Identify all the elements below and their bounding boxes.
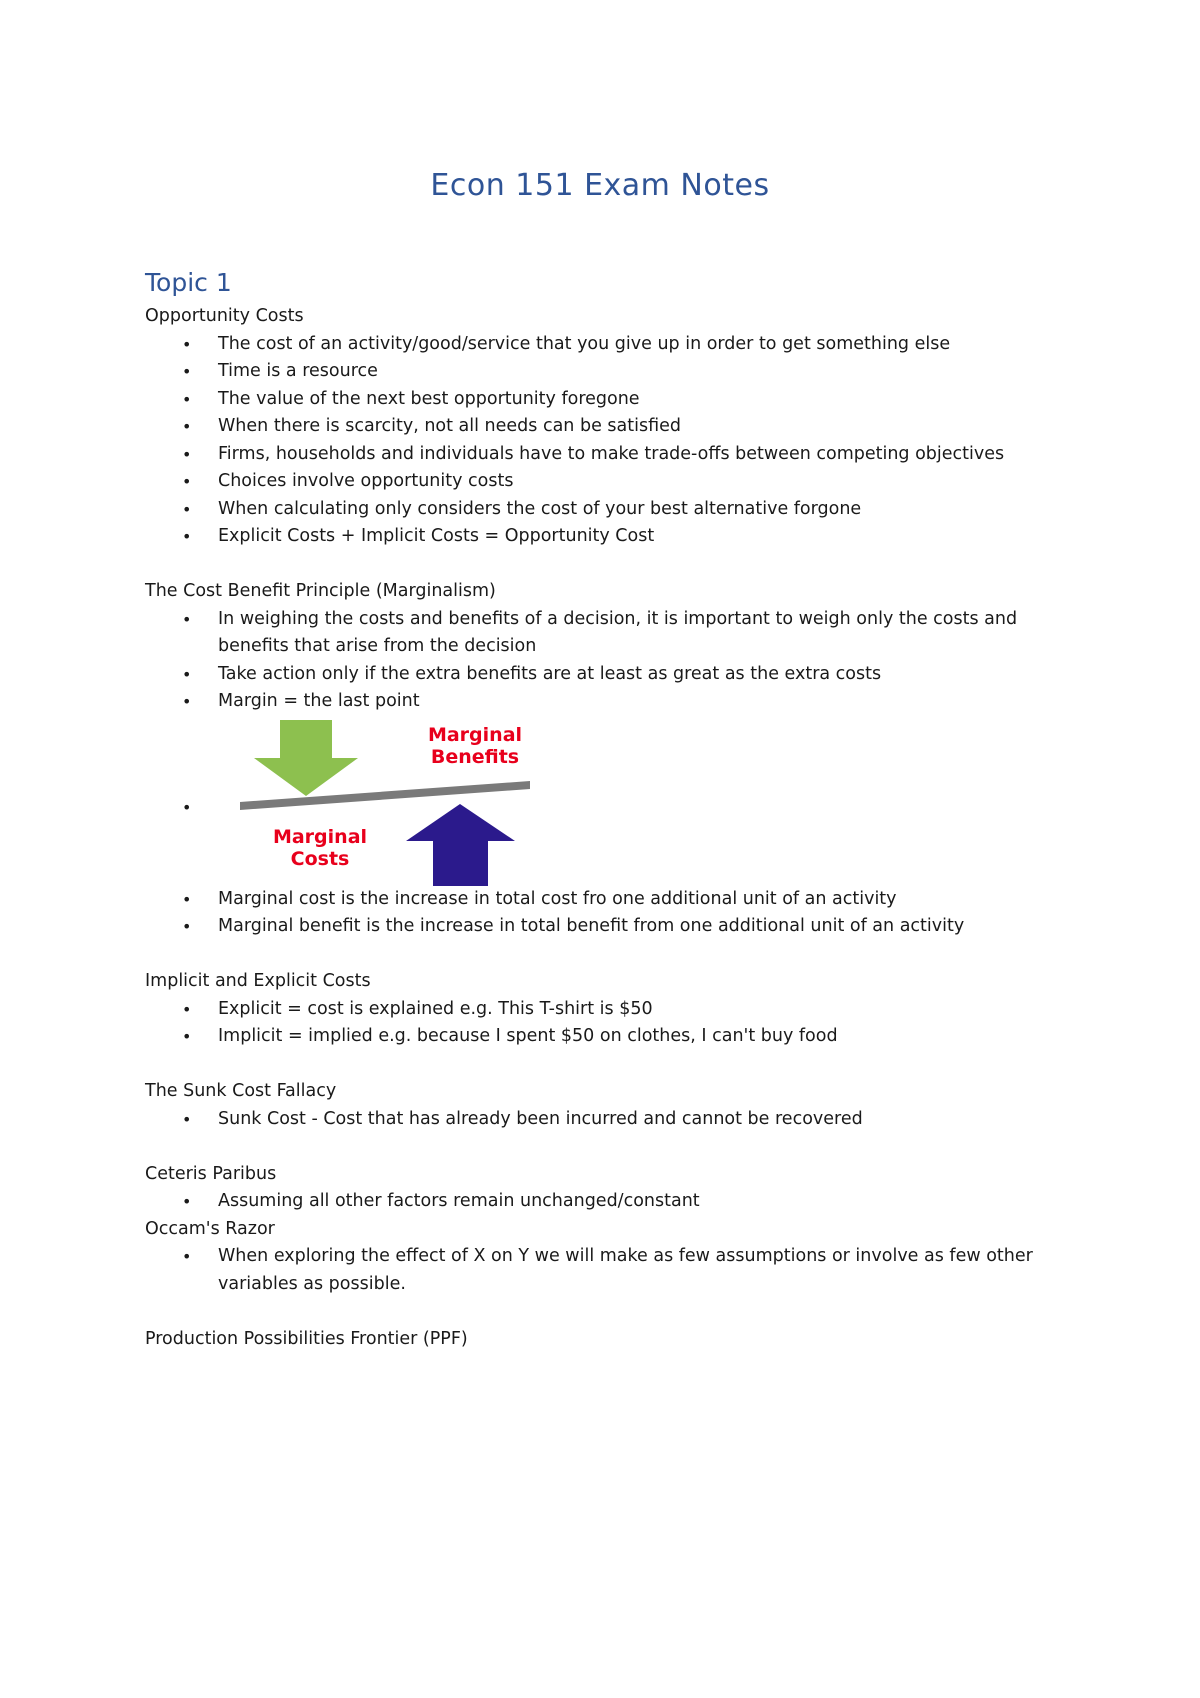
bullet-icon: • [182,444,192,464]
bullet-icon: • [182,417,192,436]
section-heading-ceteris-paribus: Ceteris Paribus [145,1163,277,1184]
list-item: • Margin = the last point [145,688,1075,716]
bullet-icon: • [182,889,192,909]
opportunity-costs-list [145,331,1075,551]
marginal-balance-diagram [240,716,540,886]
list-item: • Explicit = cost is explained e.g. This T-shirt is $50 [145,996,1075,1024]
bullet-icon: • [182,1027,192,1046]
bullet-icon: • [182,1192,192,1211]
list-item: • Firms, households and individuals have to make trade-offs between competing objectives [145,441,1075,469]
list-item: • Assuming all other factors remain unchanged/constant [145,1188,1075,1216]
list-item: • Choices involve opportunity costs [145,468,1075,496]
ceteris-paribus-list [145,1188,1075,1216]
section-heading-cost-benefit: The Cost Benefit Principle (Marginalism) [145,581,496,601]
up-arrow-icon [406,804,515,886]
bullet-icon: • [182,334,192,354]
section-heading-occams-razor: Occam's Razor [145,1218,275,1239]
bullet-icon: • [182,527,192,546]
bullet-icon: • [182,389,192,409]
list-item: • When calculating only considers the cost of your best alternative forgone [145,496,1075,524]
list-item: • Marginal benefit is the increase in total benefit from one additional unit of an activity [145,913,1075,941]
section-heading-sunk-cost: The Sunk Cost Fallacy [145,1081,337,1101]
occams-razor-list [145,1243,1075,1298]
list-item: • In weighing the costs and benefits of a decision, it is important to weigh only the costs and benefits that arise from the decision [145,606,1075,661]
document-title: Econ 151 Exam Notes [430,168,770,203]
list-item-diagram [145,716,1075,886]
topic-heading: Topic 1 [145,268,232,297]
bullet-icon: • [182,692,192,711]
list-item: • When there is scarcity, not all needs can be satisfied [145,413,1075,441]
bullet-icon: • [182,1247,192,1266]
document-body [145,303,1075,1353]
bullet-icon: • [182,499,192,519]
bullet-icon: • [182,362,192,381]
list-item: • The cost of an activity/good/service that you give up in order to get something else [145,331,1075,359]
section-heading-ppf: Production Possibilities Frontier (PPF) [145,1328,468,1349]
marginal-benefits-label: Marginal Benefits [427,723,523,768]
bullet-icon: • [182,797,192,817]
list-item: • Take action only if the extra benefits are at least as great as the extra costs [145,661,1075,689]
list-item: • Marginal cost is the increase in total cost fro one additional unit of an activity [145,886,1075,914]
bullet-icon: • [182,1109,192,1129]
list-item: • Implicit = implied e.g. because I spent $50 on clothes, I can't buy food [145,1023,1075,1051]
balance-beam [240,781,530,810]
bullet-icon: • [182,609,192,629]
bullet-icon: • [182,472,192,491]
implicit-explicit-list [145,996,1075,1051]
bullet-icon: • [182,917,192,936]
list-item: • Time is a resource [145,358,1075,386]
list-item: • The value of the next best opportunity foregone [145,386,1075,414]
list-item: • When exploring the effect of X on Y we will make as few assumptions or involve as few other variables as possible. [145,1243,1075,1298]
section-heading-opportunity-costs: Opportunity Costs [145,306,304,326]
section-heading-implicit-explicit: Implicit and Explicit Costs [145,971,371,991]
down-arrow-icon [254,720,358,796]
bullet-icon: • [182,999,192,1019]
bullet-icon: • [182,664,192,684]
marginal-costs-label: Marginal Costs [272,825,368,870]
cost-benefit-list [145,606,1075,941]
list-item: • Sunk Cost - Cost that has already been incurred and cannot be recovered [145,1106,1075,1134]
list-item: • Explicit Costs + Implicit Costs = Opportunity Cost [145,523,1075,551]
sunk-cost-list [145,1106,1075,1134]
